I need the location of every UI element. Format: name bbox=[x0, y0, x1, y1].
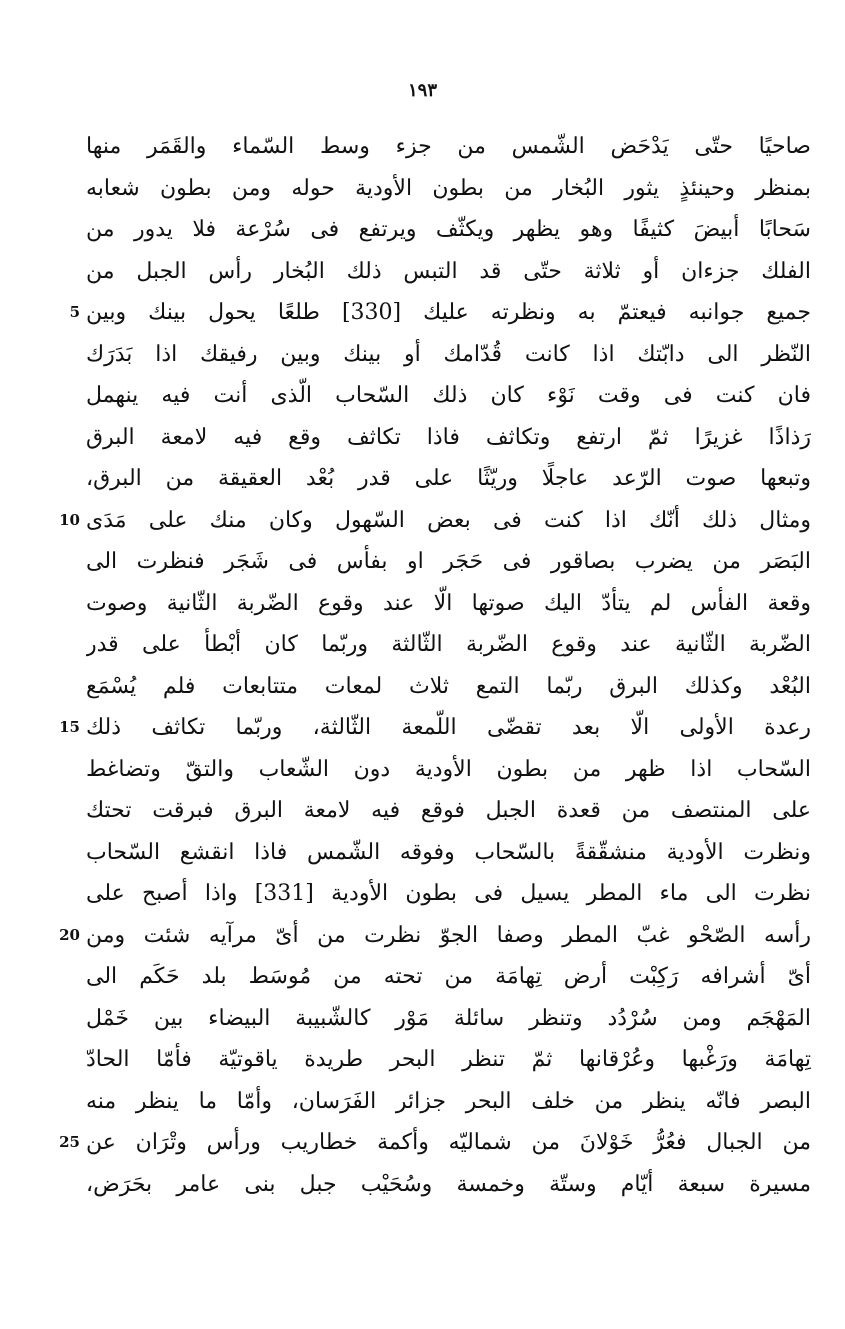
line-number: 10 bbox=[59, 510, 80, 529]
line-text: فان كنت فى وقت نَوْء كان ذلك السّحاب الّذى أنت فيه ينهمل bbox=[86, 383, 811, 408]
line-text: السّحاب اذا ظهر من بطون الأودية دون الشّعاب والتقّ وتضاغط bbox=[86, 756, 811, 782]
line-number: 5 bbox=[69, 303, 80, 321]
line-number: 20 bbox=[59, 925, 80, 944]
line-text: جميع جوانبه فيعتمّ به ونظرته عليك [330] طلعًا يحول بينك وبين bbox=[86, 300, 811, 325]
line-text: وقعة الفأس لم يتأدّ اليك صوتها الّا عند وقوع الضّربة الثّانية وصوت bbox=[86, 590, 811, 616]
text-line bbox=[59, 707, 811, 749]
text-line bbox=[86, 998, 811, 1040]
text-line bbox=[59, 1122, 811, 1164]
text-line bbox=[86, 417, 811, 459]
text-line bbox=[86, 541, 811, 583]
text-line bbox=[86, 126, 811, 168]
text-line bbox=[86, 334, 811, 376]
line-number: 25 bbox=[59, 1133, 80, 1151]
text-line bbox=[86, 873, 811, 915]
line-text: البَصَر من يضرب بصاقور فى حَجَر او بفأس فى شَجَر فنظرت الى bbox=[86, 549, 811, 574]
line-text: ومثال ذلك أنّك اذا كنت فى بعض السّهول وكان منك على مَدَى bbox=[86, 507, 811, 533]
line-text: الفلك جزءان أو ثلاثة حتّى قد التبس ذلك البُخار رأس الجبل من bbox=[86, 258, 811, 284]
text-line bbox=[86, 1039, 811, 1081]
line-text: وتبعها صوت الرّعد عاجلًا وريّثًا على قدر بُعْد العقيقة من البرق، bbox=[86, 466, 811, 491]
line-text: على المنتصف من قعدة الجبل فوقع فيه لامعة البرق فبرقت تحتك bbox=[86, 798, 811, 823]
line-text: من الجبال فعُرُّ خَوْلانَ من شماليّه وأكمة خطاريب ورأس وتْرَان عن bbox=[86, 1130, 811, 1155]
line-text: البصر فانّه ينظر من خلف البحر جزائر الفَرَسان، وأمّا ما ينظر منه bbox=[86, 1088, 811, 1114]
text-line bbox=[86, 209, 811, 251]
page-number: ١٩٣ bbox=[407, 80, 437, 101]
text-line bbox=[86, 956, 811, 998]
line-text: بمنظر وحينئذٍ يثور البُخار من بطون الأودية حوله ومن بطون شعابه bbox=[86, 175, 811, 201]
line-text: سَحابًا أبيضَ كثيفًا وهو يظهر ويكثّف ويرتفع فى سُرْعة فلا يدور من bbox=[86, 217, 811, 242]
text-line bbox=[86, 749, 811, 791]
text-line bbox=[69, 292, 811, 334]
line-text: البُعْد وكذلك البرق ربّما التمع ثلاث لمعات متتابعات فلم يُسْمَع bbox=[86, 673, 811, 699]
line-text: نظرت الى ماء المطر يسيل فى بطون الأودية [331] واذا أصبح على bbox=[86, 881, 811, 906]
text-body bbox=[59, 126, 811, 1205]
line-number: 15 bbox=[59, 718, 80, 736]
text-line bbox=[59, 500, 811, 542]
text-line bbox=[86, 168, 811, 210]
line-text: مسيرة سبعة أيّام وستّة وخمسة وسُحَيْب جبل بنى عامر بحَرَض، bbox=[86, 1171, 811, 1197]
line-text: الضّربة الثّانية عند وقوع الضّربة الثّالثة وربّما كان أبْطأ على قدر bbox=[86, 632, 811, 657]
text-line bbox=[86, 1164, 811, 1206]
line-text: رَذاذًا غزيرًا ثمّ ارتفع وتكاثف فاذا تكاثف وقع فيه لامعة البرق bbox=[86, 424, 811, 450]
line-text: ونظرت الأودية منشقّقةً بالسّحاب وفوقه الشّمس فاذا انقشع السّحاب bbox=[86, 839, 811, 865]
text-line bbox=[86, 458, 811, 500]
text-line bbox=[86, 790, 811, 832]
text-line bbox=[86, 583, 811, 625]
line-text: النّظر الى دابّتك اذا كانت قُدّامك أو بينك وبين رفيقك اذا بَدَرَك bbox=[86, 341, 811, 367]
text-line bbox=[59, 915, 811, 957]
line-text: رعدة الأولى الّا بعد تقضّى اللّمعة الثّالثة، وربّما تكاثف ذلك bbox=[86, 715, 811, 740]
line-text: المَهْجَم ومن سُرْدُد وتنظر سائلة مَوْر كالشّبيبة البيضاء بين خَمْل bbox=[86, 1005, 811, 1031]
text-line bbox=[86, 666, 811, 708]
line-text: تِهامَة ورَغْبها وعُرْقانها ثمّ تنظر البحر طريدة ياقوتيّة فأمّا الحادّ bbox=[86, 1047, 811, 1072]
text-line bbox=[86, 832, 811, 874]
line-text: صاحيًا حتّى يَدْحَض الشّمس من جزء وسط السّماء والقَمَر منها bbox=[86, 134, 811, 159]
line-text: أىّ أشرافه رَكِبْت أرض تِهامَة من تحته من مُوسَط بلد حَكَم الى bbox=[86, 964, 811, 989]
text-line bbox=[86, 624, 811, 666]
line-text: رأسه الصّحْو غبّ المطر وصفا الجوّ نظرت من أىّ مرآيه شئت ومن bbox=[86, 922, 811, 948]
text-line bbox=[86, 251, 811, 293]
text-line bbox=[86, 1081, 811, 1123]
text-line bbox=[86, 375, 811, 417]
